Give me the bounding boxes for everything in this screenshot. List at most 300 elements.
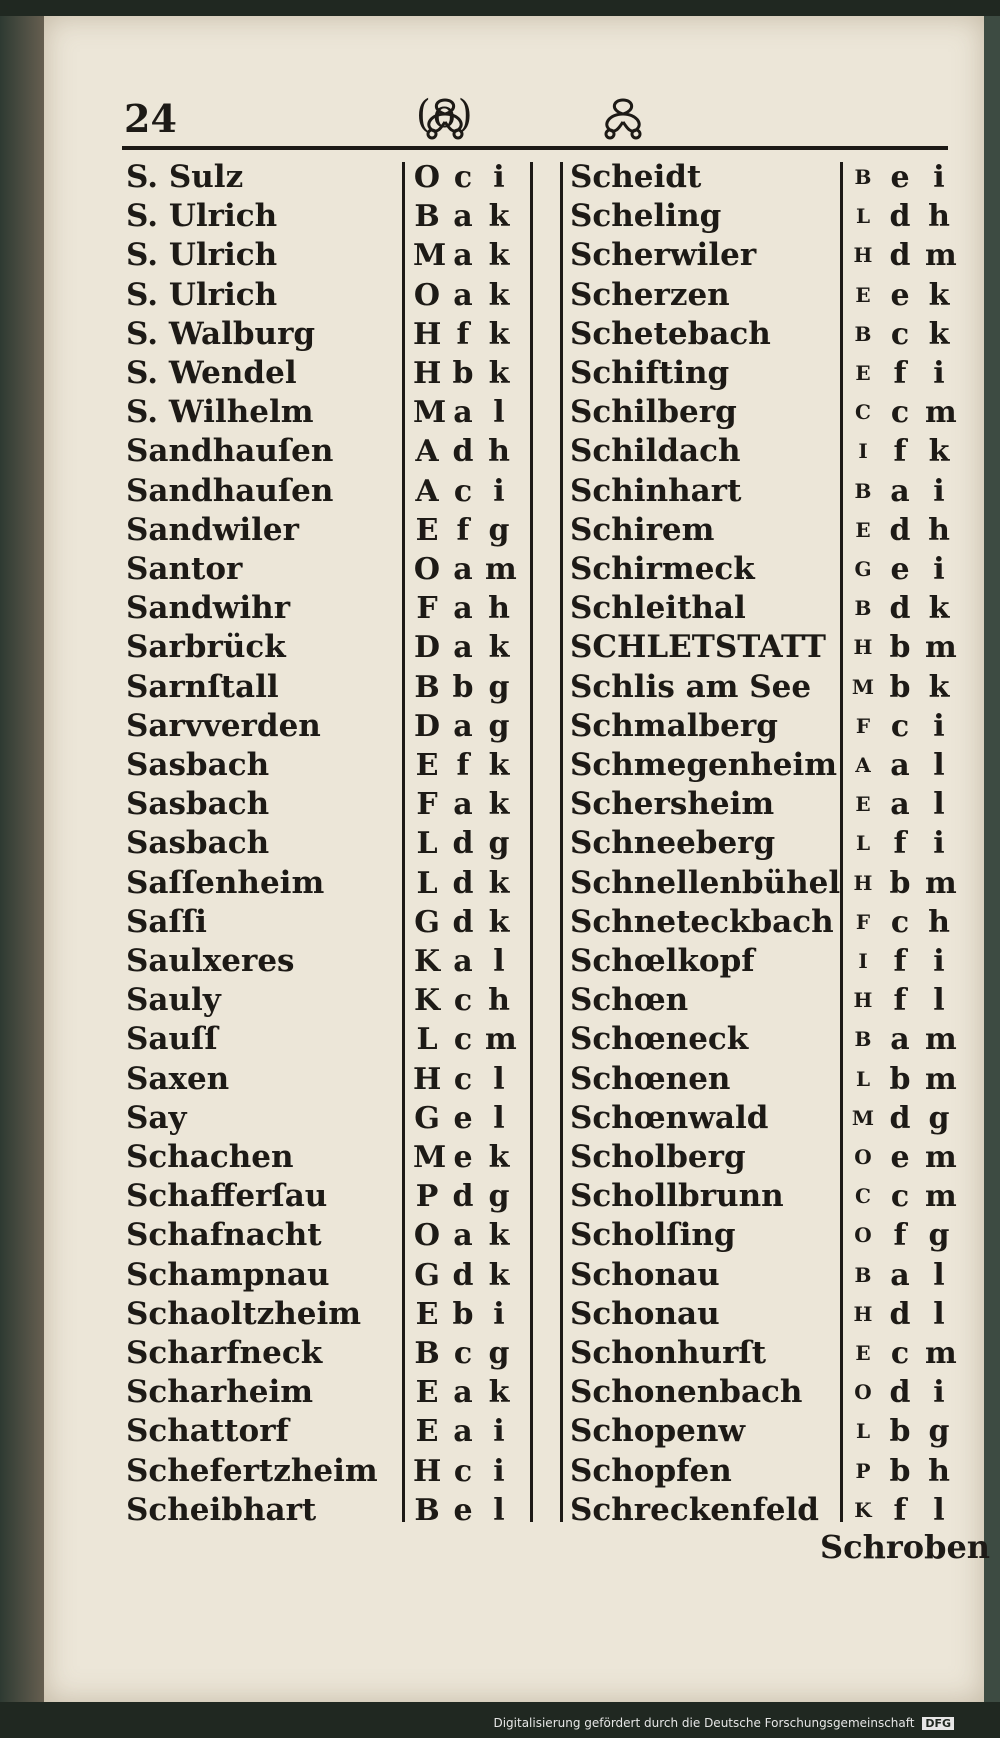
map-code-2: f: [893, 826, 907, 862]
place-name: Schirmeck: [570, 551, 755, 587]
map-code-2: b: [889, 1453, 911, 1489]
map-code-3: m: [925, 865, 957, 901]
table-row: [0, 236, 1000, 275]
map-code-3: l: [933, 983, 945, 1019]
map-code-1: F: [855, 713, 871, 738]
place-name: Schœnwald: [570, 1099, 769, 1136]
map-code-1: L: [855, 1419, 871, 1444]
place-name: Scharheim: [126, 1374, 314, 1411]
place-name: Scheibhart: [126, 1491, 317, 1528]
map-code-3: k: [488, 904, 510, 940]
map-code-3: m: [925, 1179, 957, 1215]
map-code-2: a: [453, 1414, 473, 1450]
map-code-1: K: [413, 944, 441, 979]
map-code-3: l: [933, 1296, 945, 1332]
map-code-3: m: [925, 1061, 957, 1097]
map-code-1: C: [855, 1184, 871, 1209]
map-code-2: b: [889, 630, 911, 666]
map-code-1: E: [415, 1296, 439, 1332]
map-code-2: d: [452, 904, 474, 940]
page-number: 24: [124, 96, 177, 141]
map-code-1: B: [414, 669, 440, 705]
map-code-3: g: [488, 512, 510, 548]
map-code-2: b: [889, 1061, 911, 1097]
map-code-1: E: [855, 517, 871, 542]
map-code-2: f: [456, 748, 470, 783]
place-name: Schœneck: [570, 1021, 749, 1058]
map-code-1: B: [854, 165, 872, 189]
place-name: Santor: [126, 551, 243, 587]
map-code-1: L: [416, 1022, 438, 1058]
map-code-2: f: [456, 316, 470, 352]
place-name: Sauſſ: [126, 1021, 218, 1058]
map-code-2: b: [452, 669, 474, 705]
table-row: [0, 746, 1000, 785]
right-ornament-icon: [598, 96, 648, 140]
map-code-3: k: [488, 748, 510, 783]
map-code-1: H: [413, 1453, 442, 1489]
map-code-2: d: [889, 591, 911, 627]
map-code-2: c: [453, 160, 473, 195]
map-code-2: d: [452, 1257, 474, 1293]
table-row: [0, 315, 1000, 354]
map-code-3: i: [933, 708, 945, 744]
place-name: Schœnen: [570, 1060, 731, 1097]
place-name: Schœlkopf: [570, 943, 755, 979]
map-code-1: L: [855, 1066, 871, 1091]
header-rule: [122, 146, 948, 150]
map-code-2: e: [890, 1140, 910, 1175]
map-code-2: d: [452, 865, 474, 901]
map-code-3: l: [493, 1100, 505, 1136]
map-code-1: B: [414, 199, 440, 235]
map-code-1: D: [413, 708, 440, 744]
map-code-2: d: [889, 238, 911, 274]
page-header-title: (o): [416, 92, 475, 136]
map-code-2: d: [452, 1179, 474, 1215]
map-code-3: l: [493, 1492, 505, 1528]
table-row: [0, 981, 1000, 1020]
map-code-3: m: [925, 1022, 957, 1058]
map-code-1: B: [854, 478, 872, 503]
table-row: [0, 158, 1000, 197]
map-code-2: a: [890, 787, 910, 823]
map-code-2: a: [453, 1375, 473, 1411]
map-code-2: c: [453, 1336, 473, 1371]
map-code-2: a: [453, 944, 473, 979]
map-code-3: k: [928, 277, 950, 313]
catchword: Schroben: [820, 1528, 991, 1566]
map-code-1: F: [416, 591, 438, 627]
map-code-1: H: [413, 356, 442, 391]
place-name: Schlis am See: [570, 668, 812, 705]
map-code-2: f: [893, 983, 907, 1019]
map-code-1: M: [851, 1105, 875, 1130]
place-name: Schmegenheim: [570, 747, 838, 783]
table-row: [0, 511, 1000, 550]
place-name: Schnellenbühel: [570, 864, 841, 901]
map-code-2: a: [890, 473, 910, 509]
map-code-2: c: [890, 708, 910, 744]
map-code-2: d: [889, 199, 911, 235]
map-code-1: H: [853, 243, 873, 268]
map-code-3: g: [928, 1218, 950, 1254]
map-code-3: m: [925, 1336, 957, 1371]
map-code-3: h: [928, 1453, 950, 1489]
place-name: Sarvverden: [126, 707, 321, 744]
place-name: Saſſenheim: [126, 864, 325, 901]
place-name: Schachen: [126, 1139, 294, 1175]
table-row: [0, 864, 1000, 903]
map-code-3: k: [488, 277, 510, 313]
map-code-2: d: [889, 512, 911, 548]
place-name: Schafferſau: [126, 1178, 328, 1215]
place-name: Sarbrück: [126, 629, 286, 666]
map-code-1: L: [416, 826, 438, 862]
map-code-3: l: [493, 395, 505, 431]
place-name: Sasbach: [126, 747, 270, 783]
place-name: Schollbrunn: [570, 1178, 784, 1215]
table-row: [0, 707, 1000, 746]
map-code-3: h: [488, 983, 510, 1019]
map-code-3: k: [488, 199, 510, 235]
map-code-3: k: [488, 316, 510, 352]
map-code-2: a: [890, 1257, 910, 1293]
map-code-3: i: [493, 1296, 505, 1332]
table-row: [0, 1295, 1000, 1334]
map-code-1: E: [855, 282, 871, 307]
map-code-1: O: [413, 277, 441, 313]
place-name: Scheidt: [570, 159, 702, 195]
map-code-3: i: [933, 944, 945, 979]
table-row: [0, 942, 1000, 981]
map-code-1: F: [855, 909, 871, 934]
map-code-1: O: [854, 1223, 872, 1248]
place-name: Schreckenfeld: [570, 1491, 819, 1528]
map-code-2: e: [890, 160, 910, 195]
map-code-3: h: [928, 512, 950, 548]
place-name: Say: [126, 1099, 187, 1136]
map-code-1: H: [853, 870, 873, 895]
map-code-3: i: [933, 160, 945, 195]
table-row: [0, 1373, 1000, 1412]
place-name: Sandwihr: [126, 590, 291, 627]
map-code-3: i: [933, 552, 945, 587]
table-row: [0, 432, 1000, 471]
table-row: [0, 393, 1000, 432]
map-code-2: a: [453, 591, 473, 627]
map-code-3: m: [925, 630, 957, 666]
map-code-1: P: [855, 1458, 871, 1483]
map-code-2: e: [453, 1100, 473, 1136]
map-code-3: k: [928, 316, 950, 352]
table-row: [0, 785, 1000, 824]
map-code-2: b: [889, 669, 911, 705]
map-code-2: f: [893, 434, 907, 470]
map-code-2: e: [890, 277, 910, 313]
map-code-3: g: [488, 1336, 510, 1371]
map-code-3: l: [933, 1257, 945, 1293]
map-code-1: O: [413, 552, 441, 587]
map-code-1: E: [855, 361, 871, 385]
map-code-1: G: [854, 557, 872, 581]
map-code-2: b: [452, 356, 474, 391]
place-name: Schampnau: [126, 1256, 330, 1293]
place-name: Schneteckbach: [570, 903, 834, 940]
map-code-3: k: [928, 591, 950, 627]
map-code-1: H: [413, 316, 442, 352]
map-code-1: H: [853, 1301, 873, 1326]
place-name: Sarnſtall: [126, 668, 279, 705]
place-name: S. Sulz: [126, 159, 244, 195]
table-row: [0, 472, 1000, 511]
map-code-3: l: [493, 944, 505, 979]
map-code-3: l: [933, 1492, 945, 1528]
map-code-2: e: [453, 1492, 473, 1528]
map-code-1: I: [858, 949, 868, 973]
map-code-1: B: [854, 321, 872, 346]
map-code-3: h: [488, 591, 510, 627]
table-row: [0, 1099, 1000, 1138]
table-row: [0, 1412, 1000, 1451]
map-code-1: L: [416, 865, 438, 901]
map-code-3: i: [493, 473, 505, 509]
map-code-2: b: [452, 1296, 474, 1332]
map-code-3: k: [928, 669, 950, 705]
map-code-3: m: [485, 552, 517, 587]
map-code-2: a: [453, 238, 473, 274]
map-code-3: m: [925, 238, 957, 274]
map-code-1: H: [853, 988, 873, 1013]
place-name: Schonhurſt: [570, 1335, 767, 1371]
map-code-2: c: [890, 316, 910, 352]
map-code-1: B: [414, 1492, 440, 1528]
map-code-1: K: [854, 1497, 872, 1522]
place-name: Saulxeres: [126, 943, 295, 979]
place-name: Scharfneck: [126, 1335, 323, 1371]
map-code-3: k: [488, 1375, 510, 1411]
map-code-1: E: [415, 1375, 439, 1411]
place-name: Schneeberg: [570, 825, 776, 862]
place-name: S. Ulrich: [126, 198, 278, 235]
map-code-2: c: [453, 473, 473, 509]
top-scan-border: [0, 0, 1000, 16]
map-code-3: k: [488, 1140, 510, 1175]
table-row: [0, 1491, 1000, 1530]
place-name: Schonau: [570, 1256, 720, 1293]
map-code-3: k: [928, 434, 950, 470]
map-code-3: k: [488, 1218, 510, 1254]
map-code-3: g: [488, 1179, 510, 1215]
place-name: Sasbach: [126, 786, 270, 823]
place-name: S. Walburg: [126, 315, 316, 352]
map-code-1: E: [415, 512, 439, 548]
map-code-2: a: [453, 787, 473, 823]
table-row: [0, 668, 1000, 707]
map-code-3: g: [928, 1414, 950, 1450]
place-name: S. Wendel: [126, 355, 297, 391]
credit-text: Digitalisierung gefördert durch die Deutsche Forschungsgemeinschaft: [493, 1716, 915, 1730]
place-name: Schopfen: [570, 1452, 732, 1489]
map-code-1: A: [415, 434, 439, 470]
map-code-2: e: [890, 552, 910, 587]
map-code-3: k: [488, 630, 510, 666]
map-code-2: c: [453, 1061, 473, 1097]
map-code-3: k: [488, 865, 510, 901]
map-code-3: h: [928, 904, 950, 940]
map-code-1: B: [414, 1336, 440, 1371]
place-name: Schirem: [570, 511, 715, 548]
map-code-2: c: [453, 983, 473, 1019]
place-name: Sandhauſen: [126, 433, 334, 470]
place-name: Scherwiler: [570, 237, 757, 274]
place-name: S. Wilhelm: [126, 394, 314, 431]
table-row: [0, 1020, 1000, 1059]
map-code-3: g: [928, 1100, 950, 1136]
map-code-1: O: [413, 160, 441, 195]
place-name: Schifting: [570, 355, 730, 391]
map-code-1: L: [855, 204, 871, 229]
map-code-3: g: [488, 826, 510, 862]
table-row: [0, 1216, 1000, 1255]
place-name: Scholberg: [570, 1139, 746, 1175]
table-row: [0, 1138, 1000, 1177]
place-name: Schattorf: [126, 1413, 289, 1450]
map-code-1: C: [855, 400, 871, 425]
map-code-1: O: [413, 1218, 441, 1254]
map-code-2: a: [453, 277, 473, 313]
map-code-2: f: [893, 356, 907, 391]
place-name: SCHLETSTATT: [570, 629, 826, 666]
place-name: Scheling: [570, 198, 722, 235]
map-code-1: E: [415, 748, 439, 783]
map-code-1: P: [415, 1179, 439, 1215]
table-row: [0, 1256, 1000, 1295]
map-code-1: M: [851, 674, 875, 699]
map-code-2: a: [453, 395, 473, 431]
map-code-1: B: [854, 1027, 872, 1052]
map-code-2: e: [453, 1140, 473, 1175]
map-code-1: A: [855, 753, 871, 777]
map-code-2: c: [890, 904, 910, 940]
map-code-2: a: [890, 1022, 910, 1058]
map-code-2: c: [453, 1453, 473, 1489]
place-name: S. Ulrich: [126, 237, 278, 274]
table-row: [0, 197, 1000, 236]
place-name: Schetebach: [570, 315, 771, 352]
map-code-1: E: [415, 1414, 439, 1450]
map-code-1: E: [855, 792, 871, 817]
map-code-1: H: [413, 1061, 442, 1097]
map-code-1: M: [413, 1140, 447, 1175]
map-code-1: M: [413, 395, 447, 431]
map-code-3: m: [925, 395, 957, 431]
place-name: Schonenbach: [570, 1374, 803, 1411]
place-name: Saxen: [126, 1060, 230, 1097]
map-code-3: i: [933, 826, 945, 862]
place-name: Schonau: [570, 1295, 720, 1332]
table-row: [0, 589, 1000, 628]
map-code-1: I: [858, 439, 868, 464]
place-name: Scherzen: [570, 276, 730, 313]
map-code-1: G: [414, 1257, 440, 1293]
map-code-2: b: [889, 865, 911, 901]
place-name: Sasbach: [126, 825, 270, 862]
digitization-credit: [493, 1716, 954, 1730]
place-name: Schefertzheim: [126, 1452, 378, 1489]
map-code-1: K: [413, 983, 441, 1019]
map-code-3: g: [488, 669, 510, 705]
map-code-3: i: [493, 160, 505, 195]
map-code-2: c: [890, 1179, 910, 1215]
map-code-2: a: [453, 552, 473, 587]
place-name: Schaoltzheim: [126, 1295, 362, 1332]
map-code-1: H: [853, 635, 873, 660]
map-code-1: B: [854, 596, 872, 621]
table-row: [0, 550, 1000, 589]
map-code-1: O: [854, 1380, 872, 1405]
map-code-3: k: [488, 238, 510, 274]
map-code-2: d: [452, 434, 474, 470]
place-name: Schopenw: [570, 1413, 746, 1450]
map-code-3: k: [488, 356, 510, 391]
table-row: [0, 1060, 1000, 1099]
map-code-3: i: [933, 473, 945, 509]
place-name: Schœn: [570, 982, 689, 1019]
place-name: Saſſi: [126, 903, 207, 940]
map-code-1: G: [414, 1100, 440, 1136]
place-name: S. Ulrich: [126, 276, 278, 313]
place-name: Scholſing: [570, 1217, 736, 1254]
place-name: Schleithal: [570, 590, 746, 627]
map-code-2: c: [890, 395, 910, 431]
map-code-2: f: [893, 1218, 907, 1254]
place-name: Sandwiler: [126, 511, 299, 548]
place-name: Schafnacht: [126, 1217, 322, 1254]
map-code-2: f: [456, 512, 470, 548]
table-row: [0, 1177, 1000, 1216]
place-name: Schmalberg: [570, 707, 778, 744]
map-code-1: D: [413, 630, 440, 666]
map-code-1: F: [416, 787, 438, 823]
place-name: Schinhart: [570, 472, 742, 509]
map-code-3: k: [488, 1257, 510, 1293]
map-code-2: b: [889, 1414, 911, 1450]
map-code-2: f: [893, 944, 907, 979]
map-code-2: a: [453, 199, 473, 235]
map-code-3: i: [493, 1453, 505, 1489]
map-code-2: d: [889, 1296, 911, 1332]
map-code-1: O: [854, 1145, 872, 1169]
map-code-3: k: [488, 787, 510, 823]
map-code-3: g: [488, 708, 510, 744]
map-code-3: l: [493, 1061, 505, 1097]
map-code-2: c: [890, 1336, 910, 1371]
place-name: Schersheim: [570, 786, 775, 823]
map-code-3: m: [925, 1140, 957, 1175]
map-code-1: M: [413, 238, 447, 274]
map-code-2: a: [890, 748, 910, 783]
table-row: [0, 276, 1000, 315]
map-code-2: d: [889, 1100, 911, 1136]
map-code-2: c: [453, 1022, 473, 1058]
map-code-3: m: [485, 1022, 517, 1058]
map-code-2: d: [889, 1375, 911, 1411]
map-code-3: i: [933, 356, 945, 391]
table-row: [0, 824, 1000, 863]
place-name: Schildach: [570, 433, 741, 470]
map-code-3: i: [493, 1414, 505, 1450]
